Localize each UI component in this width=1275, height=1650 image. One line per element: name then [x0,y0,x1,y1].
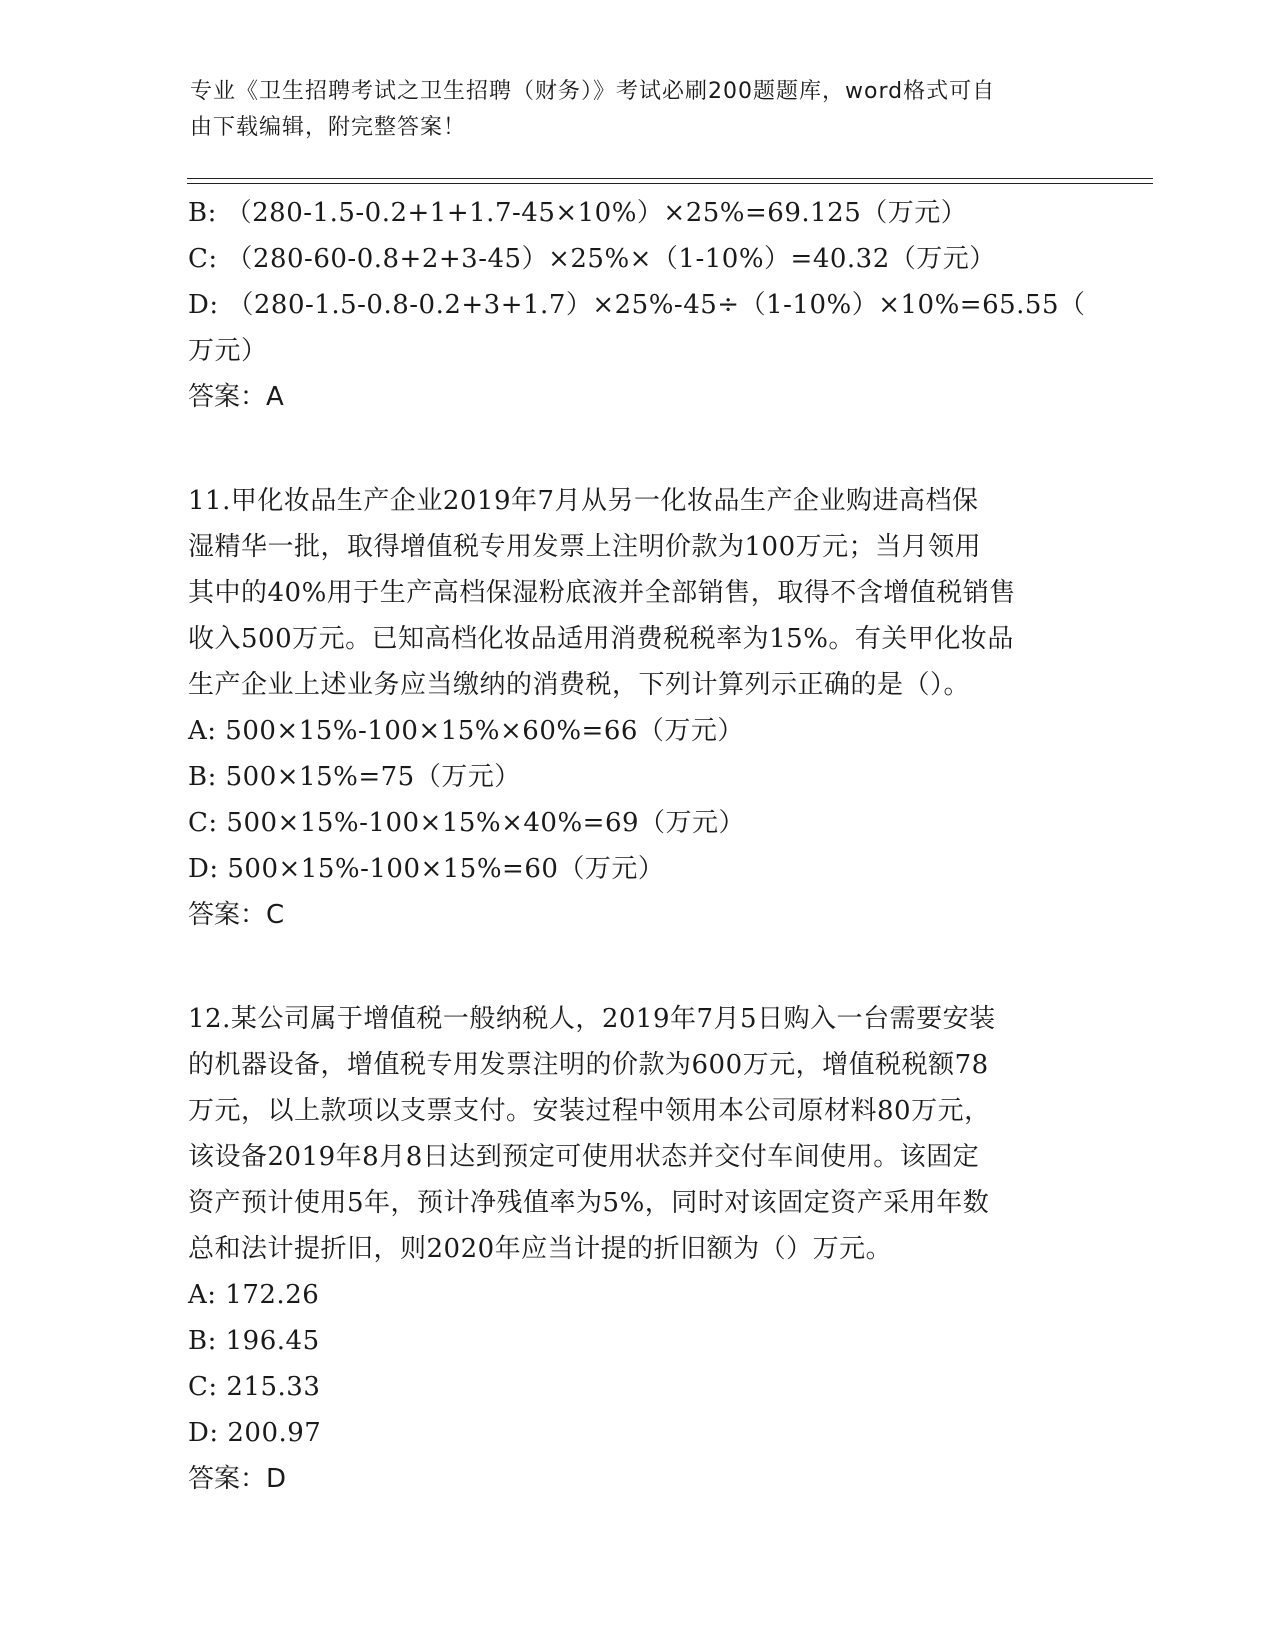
option-a: A: 500×15%-100×15%×60%=66（万元） [188,716,744,746]
answer: 答案：C [188,900,285,930]
question-stem-line: 该设备2019年8月8日达到预定可使用状态并交付车间使用。该固定 [188,1142,980,1172]
header-line-2: 由下载编辑，附完整答案！ [190,115,467,140]
option-b: B: 196.45 [188,1326,320,1356]
question-11 [188,478,1088,938]
spacer [188,938,1088,996]
option-d-continued: 万元） [188,336,268,366]
header-divider-top [187,178,1153,179]
option-c: C: （280-60-0.8+2+3-45）×25%×（1-10%）=40.32（万元） [188,244,996,274]
question-stem-line: 其中的40%用于生产高档保湿粉底液并全部销售，取得不含增值税销售 [188,578,1016,608]
option-d: D: （280-1.5-0.8-0.2+3+1.7）×25%-45÷（1-10%）×10%=65.55（ [188,290,1086,320]
option-b: B: 500×15%=75（万元） [188,762,521,792]
question-stem-line: 万元，以上款项以支票支付。安装过程中领用本公司原材料80万元， [188,1096,991,1126]
question-10 [188,190,1088,420]
answer: 答案：A [188,382,284,412]
question-stem-line: 的机器设备，增值税专用发票注明的价款为600万元，增值税税额78 [188,1050,989,1080]
question-stem-line: 收入500万元。已知高档化妆品适用消费税税率为15%。有关甲化妆品 [188,624,1014,654]
document-body [188,190,1088,1502]
option-a: A: 172.26 [188,1280,320,1310]
question-stem-line: 12.某公司属于增值税一般纳税人，2019年7月5日购入一台需要安装 [188,1004,996,1034]
header-line-1: 专业《卫生招聘考试之卫生招聘（财务）》考试必刷200题题库，word格式可自 [190,79,996,104]
option-d: D: 500×15%-100×15%=60（万元） [188,854,665,884]
question-12 [188,996,1088,1502]
option-c: C: 215.33 [188,1372,321,1402]
question-stem-line: 11.甲化妆品生产企业2019年7月从另一化妆品生产企业购进高档保 [188,486,979,516]
question-stem-line: 湿精华一批，取得增值税专用发票上注明价款为100万元；当月领用 [188,532,982,562]
option-b: B: （280-1.5-0.2+1+1.7-45×10%）×25%=69.125（万元） [188,198,968,228]
option-c: C: 500×15%-100×15%×40%=69（万元） [188,808,746,838]
answer: 答案：D [188,1464,287,1494]
document-header [190,74,1070,146]
question-stem-line: 生产企业上述业务应当缴纳的消费税，下列计算列示正确的是（）。 [188,670,971,700]
option-d: D: 200.97 [188,1418,322,1448]
spacer [188,420,1088,478]
question-stem-line: 资产预计使用5年，预计净残值率为5%，同时对该固定资产采用年数 [188,1188,990,1218]
header-divider-bottom [187,183,1153,184]
question-stem-line: 总和法计提折旧，则2020年应当计提的折旧额为（）万元。 [188,1234,893,1264]
